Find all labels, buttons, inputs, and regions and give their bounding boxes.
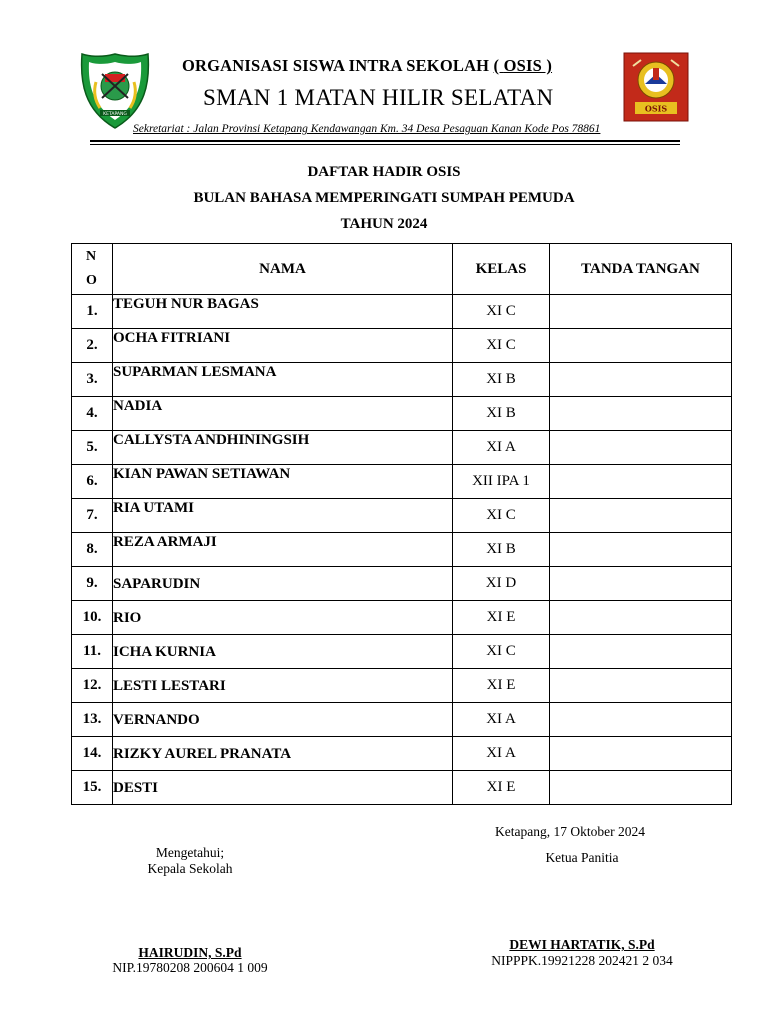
regency-logo xyxy=(78,52,152,130)
principal-name: HAIRUDIN, S.Pd xyxy=(138,945,242,960)
row-kelas: XI D xyxy=(453,567,550,601)
table-row xyxy=(72,465,732,499)
place-date: Ketapang, 17 Oktober 2024 xyxy=(495,824,645,839)
row-nama: CALLYSTA ANDHININGSIH xyxy=(113,431,453,465)
table-row xyxy=(72,771,732,805)
row-signature-cell xyxy=(550,601,732,635)
table-row xyxy=(72,567,732,601)
table-row xyxy=(72,635,732,669)
row-signature-cell xyxy=(550,635,732,669)
table-row xyxy=(72,329,732,363)
row-kelas: XI A xyxy=(453,431,550,465)
row-kelas: XII IPA 1 xyxy=(453,465,550,499)
row-kelas: XI B xyxy=(453,533,550,567)
row-no: 10. xyxy=(72,601,113,635)
row-signature-cell xyxy=(550,567,732,601)
row-nama: KIAN PAWAN SETIAWAN xyxy=(113,465,453,499)
committee-chair-name: DEWI HARTATIK, S.Pd xyxy=(509,937,655,952)
principal-role: Kepala Sekolah xyxy=(147,861,233,876)
header-divider-thick xyxy=(90,140,680,142)
row-kelas: XI C xyxy=(453,499,550,533)
row-nama: DESTI xyxy=(113,771,453,805)
row-nama: SAPARUDIN xyxy=(113,567,453,601)
table-row xyxy=(72,737,732,771)
row-nama: VERNANDO xyxy=(113,703,453,737)
table-row xyxy=(72,363,732,397)
row-no: 13. xyxy=(72,703,113,737)
row-nama: OCHA FITRIANI xyxy=(113,329,453,363)
attendance-table xyxy=(71,243,732,805)
table-row xyxy=(72,397,732,431)
table-row xyxy=(72,601,732,635)
row-signature-cell xyxy=(550,465,732,499)
row-kelas: XI E xyxy=(453,669,550,703)
col-header-tanda-tangan: TANDA TANGAN xyxy=(550,244,732,295)
row-kelas: XI B xyxy=(453,397,550,431)
doc-subtitle: BULAN BAHASA MEMPERINGATI SUMPAH PEMUDA xyxy=(193,190,575,206)
table-row xyxy=(72,533,732,567)
row-nama: RIZKY AUREL PRANATA xyxy=(113,737,453,771)
row-nama: RIA UTAMI xyxy=(113,499,453,533)
row-nama: TEGUH NUR BAGAS xyxy=(113,295,453,329)
secretariat-address: Sekretariat : Jalan Provinsi Ketapang Kendawangan Km. 34 Desa Pesaguan Kanan Kode Pos 78861 xyxy=(133,123,601,135)
row-no: 7. xyxy=(72,499,113,533)
org-abbr: OSIS xyxy=(503,56,542,75)
row-nama: REZA ARMAJI xyxy=(113,533,453,567)
row-kelas: XI B xyxy=(453,363,550,397)
row-signature-cell xyxy=(550,669,732,703)
col-header-nama: NAMA xyxy=(113,244,453,295)
row-signature-cell xyxy=(550,329,732,363)
row-no: 3. xyxy=(72,363,113,397)
row-signature-cell xyxy=(550,397,732,431)
row-no: 12. xyxy=(72,669,113,703)
principal-nip: NIP.19780208 200604 1 009 xyxy=(112,960,268,975)
osis-logo xyxy=(623,52,689,122)
row-signature-cell xyxy=(550,431,732,465)
row-no: 9. xyxy=(72,567,113,601)
row-kelas: XI E xyxy=(453,771,550,805)
row-kelas: XI E xyxy=(453,601,550,635)
row-no: 14. xyxy=(72,737,113,771)
organization-title: ORGANISASI SISWA INTRA SEKOLAH ( OSIS ) xyxy=(182,56,553,75)
row-kelas: XI C xyxy=(453,329,550,363)
svg-text:OSIS: OSIS xyxy=(644,103,668,114)
row-no: 8. xyxy=(72,533,113,567)
row-signature-cell xyxy=(550,499,732,533)
row-signature-cell xyxy=(550,703,732,737)
header-divider-thin xyxy=(90,144,680,145)
table-row xyxy=(72,703,732,737)
row-no: 5. xyxy=(72,431,113,465)
table-row xyxy=(72,499,732,533)
row-no: 2. xyxy=(72,329,113,363)
row-no: 6. xyxy=(72,465,113,499)
row-signature-cell xyxy=(550,737,732,771)
table-row xyxy=(72,669,732,703)
row-kelas: XI C xyxy=(453,635,550,669)
committee-chair-role: Ketua Panitia xyxy=(545,850,619,865)
row-nama: ICHA KURNIA xyxy=(113,635,453,669)
row-signature-cell xyxy=(550,533,732,567)
row-kelas: XI C xyxy=(453,295,550,329)
row-signature-cell xyxy=(550,295,732,329)
committee-chair-nip: NIPPPK.19921228 202421 2 034 xyxy=(491,953,673,968)
school-name: SMAN 1 MATAN HILIR SELATAN xyxy=(203,85,554,110)
acknowledged-label: Mengetahui; xyxy=(155,845,225,860)
row-no: 4. xyxy=(72,397,113,431)
row-nama: RIO xyxy=(113,601,453,635)
doc-title: DAFTAR HADIR OSIS xyxy=(307,164,461,180)
row-nama: SUPARMAN LESMANA xyxy=(113,363,453,397)
row-kelas: XI A xyxy=(453,737,550,771)
doc-year: TAHUN 2024 xyxy=(340,216,428,232)
row-no: 15. xyxy=(72,771,113,805)
row-no: 1. xyxy=(72,295,113,329)
row-signature-cell xyxy=(550,363,732,397)
table-row xyxy=(72,431,732,465)
row-nama: LESTI LESTARI xyxy=(113,669,453,703)
col-header-kelas: KELAS xyxy=(453,244,550,295)
table-row xyxy=(72,295,732,329)
row-kelas: XI A xyxy=(453,703,550,737)
col-header-no: N O xyxy=(72,244,113,295)
table-header-row xyxy=(72,244,732,295)
row-signature-cell xyxy=(550,771,732,805)
row-nama: NADIA xyxy=(113,397,453,431)
svg-text:KETAPANG: KETAPANG xyxy=(103,112,127,117)
row-no: 11. xyxy=(72,635,113,669)
